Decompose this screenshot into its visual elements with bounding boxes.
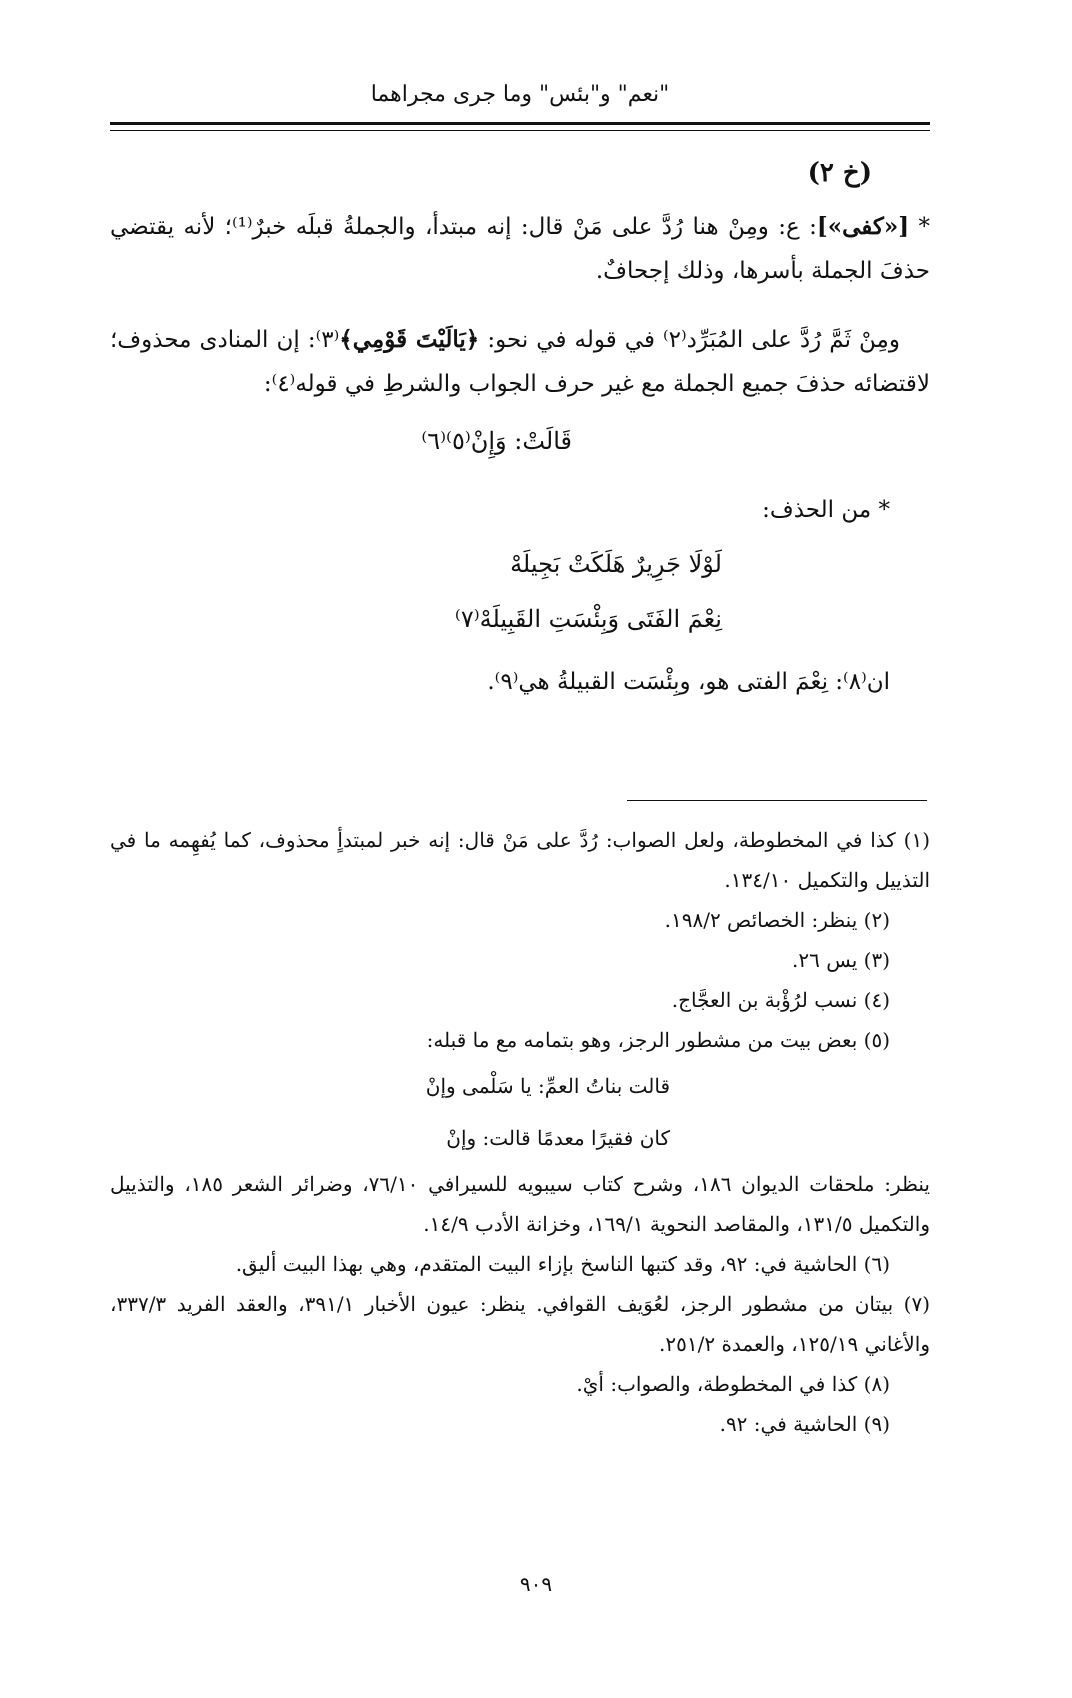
footnote-4: (٤) نسب لرُؤْبة بن العجَّاج.	[671, 988, 890, 1012]
page-number: ٩٠٩	[519, 1572, 553, 1596]
star-marker: *	[909, 214, 931, 240]
footnote-2: (٢) ينظر: الخصائص ١٩٨/٢.	[664, 908, 890, 932]
verse-2-line-2: نِعْمَ الفَتَى وَبِئْسَتِ القَبِيلَهْ⁽٧⁾	[454, 605, 722, 633]
paragraph-3	[110, 488, 930, 532]
manuscript-tag: (خ ٢)	[807, 158, 872, 188]
running-header: "نعم" و"بئس" وما جرى مجراهما	[370, 82, 670, 107]
footnote-8: (٨) كذا في المخطوطة، والصواب: أيْ.	[576, 1372, 890, 1396]
paragraph-1-text: : ع: ومِنْ هنا رُدَّ على مَنْ قال: إنه مبتدأ، والجملةُ قبلَه خبرٌ⁽¹⁾؛ لأنه يقتضي حذفَ الجملة بأسرها، وذلك إجحافٌ.	[110, 214, 930, 284]
paragraph-2-text-a: ومِنْ ثَمَّ رُدَّ على المُبَرِّد⁽٢⁾ في قوله في نحو:	[479, 327, 900, 353]
verse-2-line-1: لَوْلَا جَرِيرٌ هَلَكَتْ بَجِيلَهْ	[510, 550, 722, 578]
footnote-3: (٣) يس ٢٦.	[792, 948, 890, 972]
quran-quote: ﴿يَالَيْتَ قَوْمِي﴾	[339, 326, 480, 353]
paragraph-3-text: * من الحذف:	[762, 497, 890, 523]
header-rule-thin	[110, 130, 930, 131]
footnote-5-verse-1: قالت بناتُ العمِّ: يا سَلْمى وإنْ	[425, 1074, 670, 1098]
paragraph-2	[110, 318, 930, 406]
header-rule-thick	[110, 122, 930, 125]
paragraph-4	[110, 660, 930, 704]
lemma-bold: [«كفى»]	[816, 213, 910, 240]
footnote-6: (٦) الحاشية في: ٩٢، وقد كتبها الناسخ بإزاء البيت المتقدم، وهي بهذا البيت أليق.	[235, 1252, 890, 1276]
footnote-9: (٩) الحاشية في: ٩٢.	[719, 1412, 890, 1436]
verse-1: قَالَتْ: وَإِنْ⁽٥⁾⁽٦⁾	[421, 427, 572, 455]
footnote-1: (١) كذا في المخطوطة، ولعل الصواب: رُدَّ على مَنْ قال: إنه خبر لمبتدأٍ محذوف، كما يُفهِمه ما في التذييل والتكميل ١٣٤/١٠.	[110, 828, 930, 892]
footnotes	[110, 820, 930, 1444]
paragraph-2-text-b: ⁽٣⁾: إن المنادى محذوف؛ لاقتضائه حذفَ جميع الجملة مع غير حرف الجواب والشرطِ في قوله⁽٤⁾:	[110, 327, 930, 397]
footnote-5-continued: ينظر: ملحقات الديوان ١٨٦، وشرح كتاب سيبويه للسيرافي ٧٦/١٠، وضرائر الشعر ١٨٥، والتذييل والتكميل ١٣١/٥، والمقاصد النحوية ١٦٩/١، وخزانة الأدب ١٤/٩.	[110, 1172, 930, 1236]
paragraph-1	[110, 205, 930, 293]
footnote-5: (٥) بعض بيت من مشطور الرجز، وهو بتمامه مع ما قبله:	[426, 1028, 890, 1052]
paragraph-4-text: ان⁽٨⁾: نِعْمَ الفتى هو، وبِئْسَت القبيلةُ هي⁽٩⁾.	[487, 669, 890, 695]
footnote-5-verse-2: كان فقيرًا معدمًا قالت: وإنْ	[446, 1126, 670, 1150]
footnote-separator	[627, 800, 927, 801]
footnote-7: (٧) بيتان من مشطور الرجز، لعُوَيف القوافي. ينظر: عيون الأخبار ٣٩١/١، والعقد الفريد ٣٣٧/٣، والأغاني ١٢٥/١٩، والعمدة ٢٥١/٢.	[110, 1292, 930, 1356]
